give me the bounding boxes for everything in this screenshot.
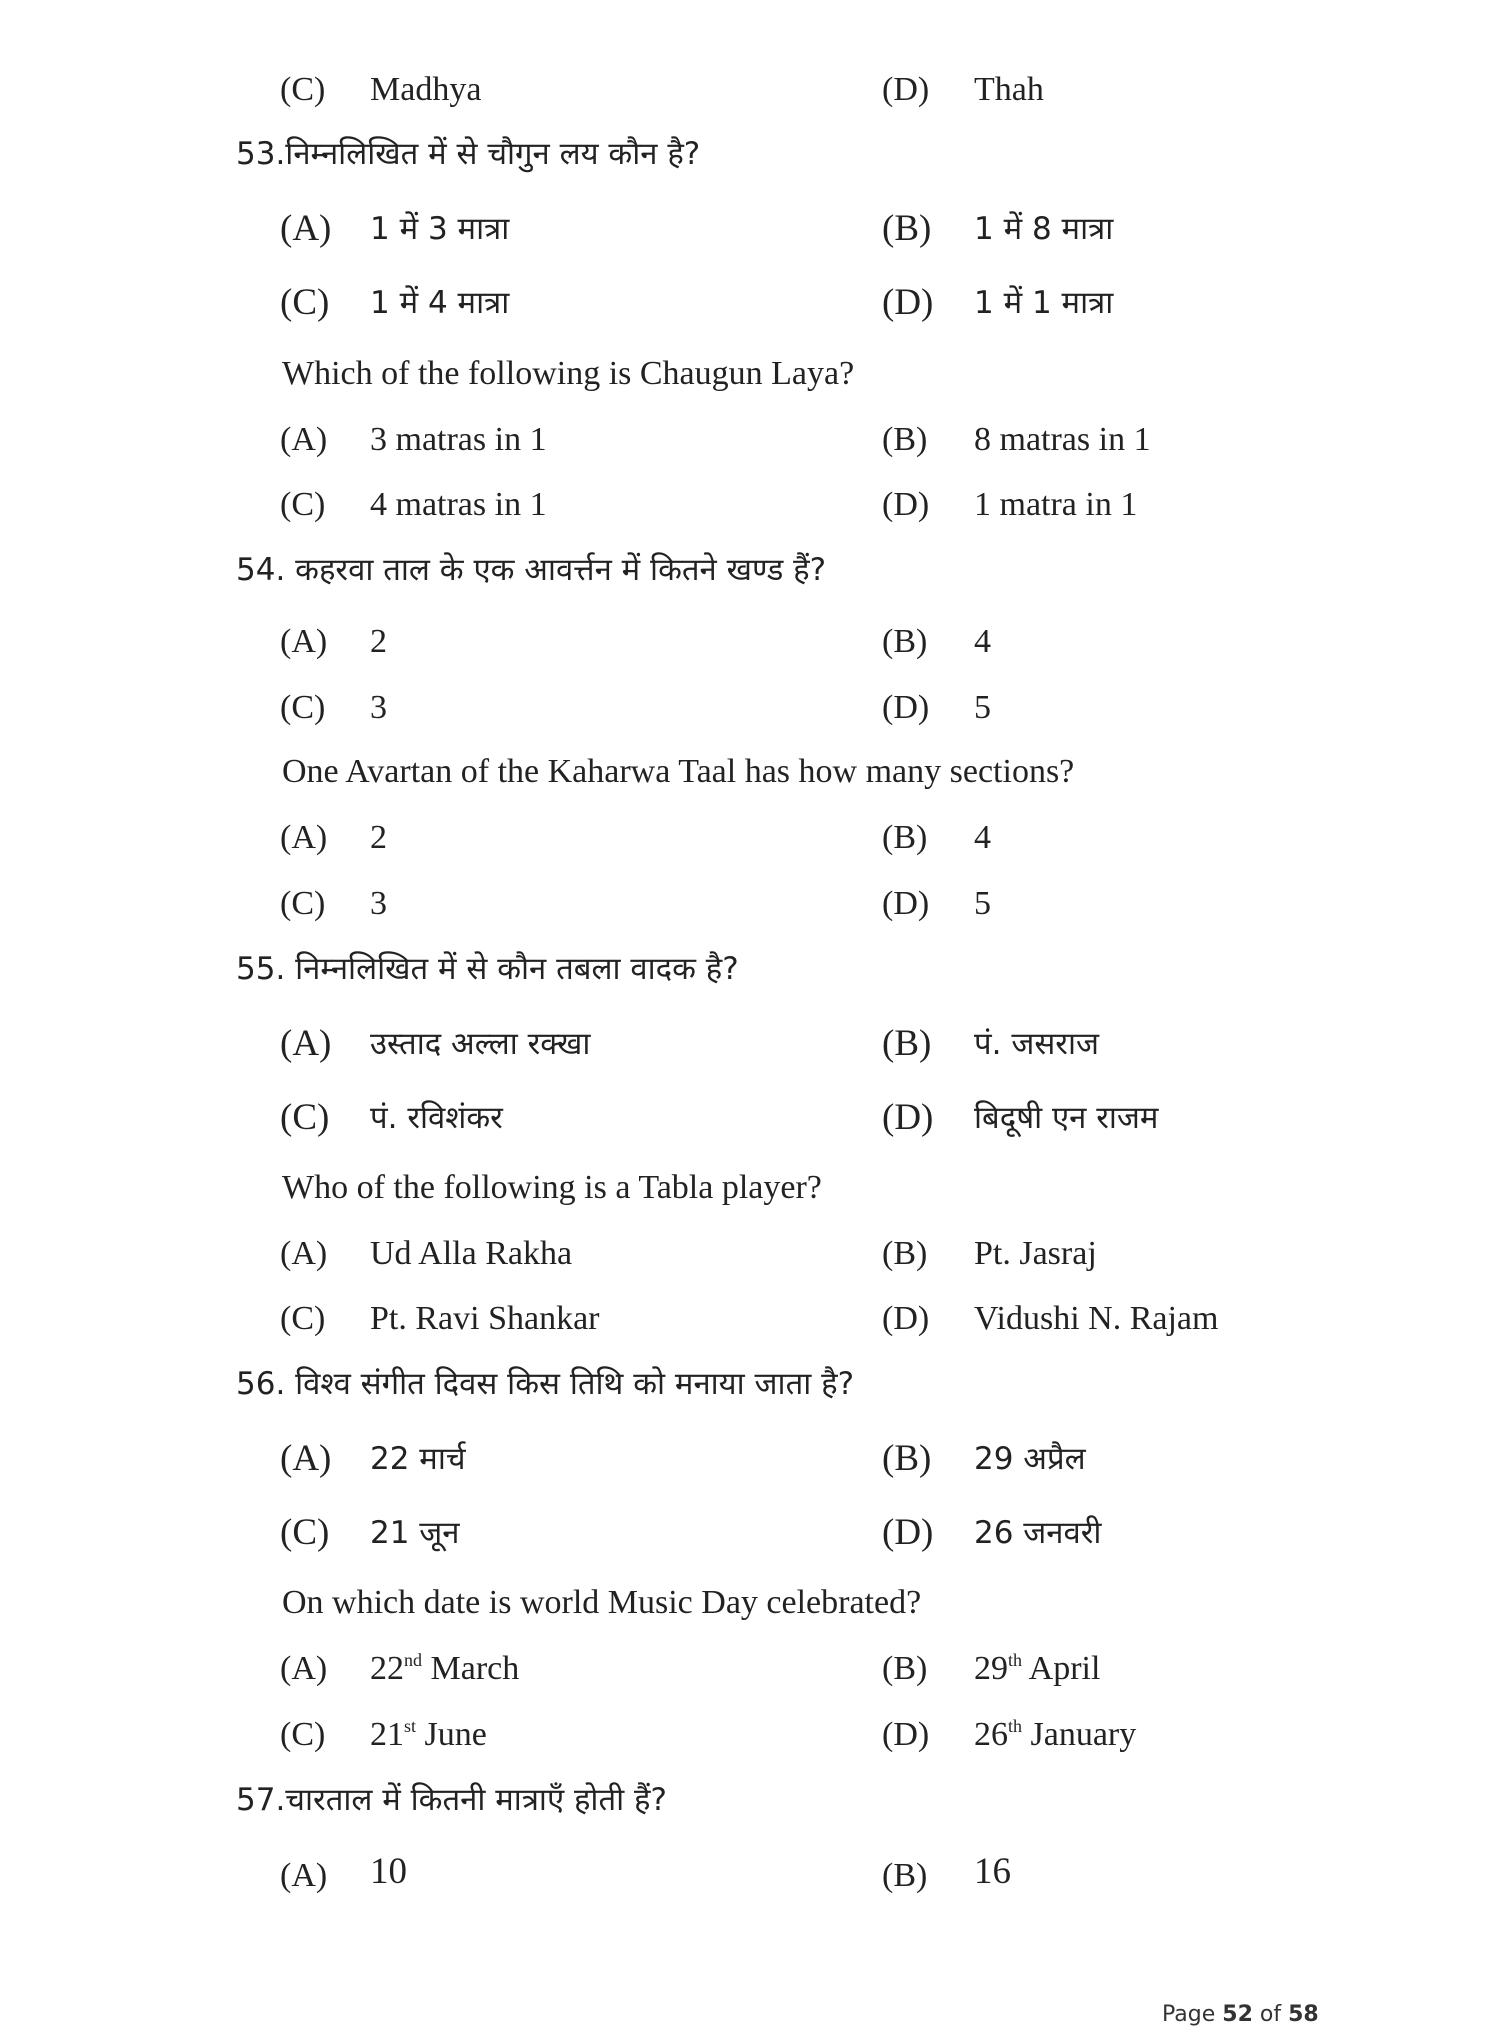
option-label: (B): [882, 1023, 932, 1064]
option-label: (D): [882, 71, 930, 108]
option-value: 1 में 3 मात्रा: [370, 211, 510, 247]
option-label: (D): [882, 282, 934, 323]
footer-page-number: 52: [1222, 2002, 1253, 2027]
option-value: 16: [974, 1851, 1011, 1892]
option-label: (B): [882, 623, 928, 660]
option-label: (B): [882, 1438, 932, 1479]
option-label: (C): [280, 1512, 330, 1553]
option-label: (C): [280, 1716, 326, 1753]
option-value: 4: [974, 623, 991, 660]
option-value: उस्ताद अल्ला रक्खा: [370, 1026, 591, 1062]
option-value: Thah: [974, 71, 1044, 108]
footer-of-word: of: [1252, 2002, 1289, 2027]
footer-total-pages: 58: [1288, 2002, 1319, 2027]
option-value: 4 matras in 1: [370, 486, 547, 523]
option-label: (C): [280, 486, 326, 523]
option-value: 26th January: [974, 1716, 1137, 1753]
option-value: 3: [370, 689, 387, 726]
option-label: (A): [280, 1857, 328, 1894]
option-label: (B): [882, 819, 928, 856]
option-label: (A): [280, 1023, 332, 1064]
option-label: (C): [280, 282, 330, 323]
option-label: (B): [882, 1857, 928, 1894]
option-label: (D): [882, 1300, 930, 1337]
option-label: (D): [882, 1716, 930, 1753]
option-value: 1 में 1 मात्रा: [974, 285, 1114, 321]
option-label: (B): [882, 1235, 928, 1272]
option-value: 21 जून: [370, 1515, 460, 1551]
option-label: (B): [882, 421, 928, 458]
option-value: 3: [370, 885, 387, 922]
option-label: (A): [280, 208, 332, 249]
option-label: (C): [280, 1300, 326, 1337]
option-value: Pt. Ravi Shankar: [370, 1300, 600, 1337]
option-value: 29th April: [974, 1650, 1101, 1687]
question-56-hindi: 56. विश्व संगीत दिवस किस तिथि को मनाया जाता है?: [236, 1366, 855, 1402]
question-55-english: Who of the following is a Tabla player?: [282, 1169, 822, 1206]
option-value: पं. रविशंकर: [370, 1100, 503, 1136]
option-label: (C): [280, 689, 326, 726]
option-value: 8 matras in 1: [974, 421, 1151, 458]
option-label: (D): [882, 486, 930, 523]
footer-page-word: Page: [1162, 2002, 1223, 2027]
question-53-hindi: 53.निम्नलिखित में से चौगुन लय कौन है?: [236, 136, 701, 172]
option-value: Madhya: [370, 71, 482, 108]
option-value: 3 matras in 1: [370, 421, 547, 458]
option-value: 5: [974, 689, 991, 726]
option-value: 4: [974, 819, 991, 856]
option-value: पं. जसराज: [974, 1026, 1099, 1062]
page-footer: [1162, 2002, 1319, 2027]
question-57-hindi: 57.चारताल में कितनी मात्राएँ होती हैं?: [236, 1782, 667, 1818]
option-value: 1 matra in 1: [974, 486, 1138, 523]
question-55-hindi: 55. निम्नलिखित में से कौन तबला वादक है?: [236, 951, 739, 987]
option-value: 21st June: [370, 1716, 487, 1753]
option-value: 2: [370, 819, 387, 856]
option-value: 1 में 8 मात्रा: [974, 211, 1114, 247]
option-label: (D): [882, 1512, 934, 1553]
question-54-english: One Avartan of the Kaharwa Taal has how many sections?: [282, 753, 1075, 790]
option-label: (D): [882, 1097, 934, 1138]
option-value: 26 जनवरी: [974, 1515, 1102, 1551]
option-value: Pt. Jasraj: [974, 1235, 1097, 1272]
option-label: (D): [882, 885, 930, 922]
option-value: 22 मार्च: [370, 1441, 466, 1477]
question-53-english: Which of the following is Chaugun Laya?: [282, 355, 855, 392]
option-label: (A): [280, 1650, 328, 1687]
option-value: Vidushi N. Rajam: [974, 1300, 1219, 1337]
question-56-english: On which date is world Music Day celebrated?: [282, 1584, 922, 1621]
option-label: (C): [280, 71, 326, 108]
option-value: 5: [974, 885, 991, 922]
option-label: (B): [882, 1650, 928, 1687]
option-label: (A): [280, 1235, 328, 1272]
option-value: 22nd March: [370, 1650, 520, 1687]
option-label: (A): [280, 1438, 332, 1479]
option-label: (A): [280, 623, 328, 660]
question-54-hindi: 54. कहरवा ताल के एक आवर्त्तन में कितने खण्ड हैं?: [236, 552, 827, 588]
option-label: (C): [280, 885, 326, 922]
option-label: (B): [882, 208, 932, 249]
option-value: बिदूषी एन राजम: [974, 1100, 1159, 1136]
option-value: 29 अप्रैल: [974, 1441, 1086, 1477]
option-value: Ud Alla Rakha: [370, 1235, 573, 1272]
option-value: 10: [370, 1851, 407, 1892]
option-label: (C): [280, 1097, 330, 1138]
option-value: 1 में 4 मात्रा: [370, 285, 510, 321]
option-label: (A): [280, 819, 328, 856]
option-value: 2: [370, 623, 387, 660]
option-label: (A): [280, 421, 328, 458]
option-label: (D): [882, 689, 930, 726]
